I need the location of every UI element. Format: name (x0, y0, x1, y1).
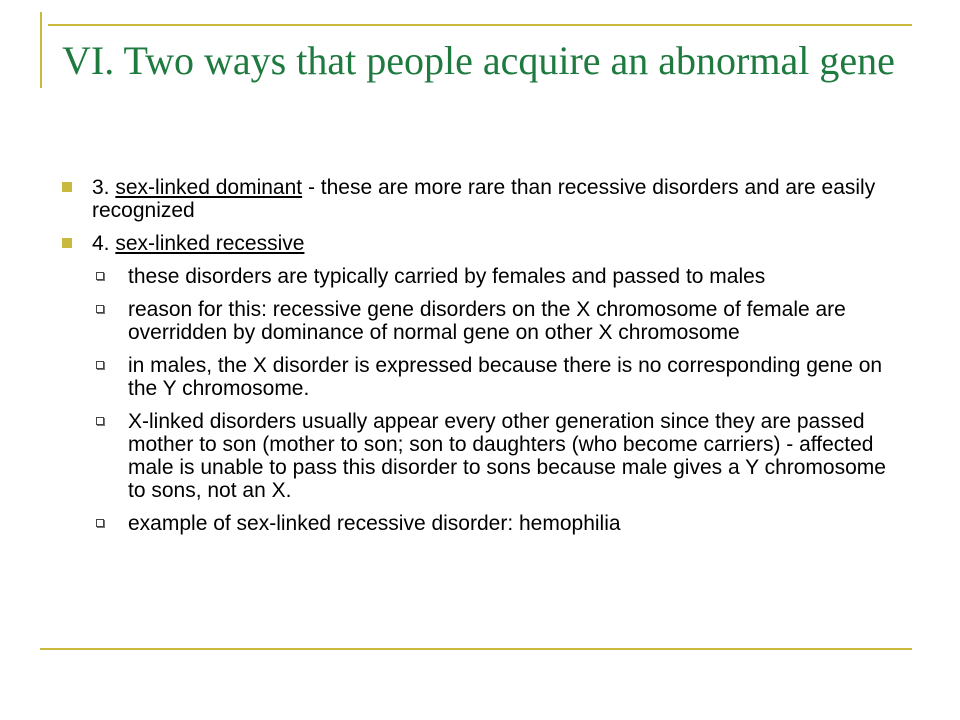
item-prefix: 4. (92, 232, 116, 255)
bullet-item (62, 176, 902, 222)
slide-body (62, 176, 902, 545)
item-text: - these are more rare than recessive disorders and are easily recognized (92, 176, 876, 222)
box-bullet-icon (96, 305, 104, 313)
sub-item-text: reason for this: recessive gene disorders on the X chromosome of female are overridden by dominance of normal gene on other X chromosome (128, 298, 846, 344)
sub-bullet-item (62, 512, 902, 535)
bottom-rule (40, 648, 912, 650)
sub-bullet-item (62, 298, 902, 344)
sub-bullet-item (62, 354, 902, 400)
sub-bullet-item (62, 265, 902, 288)
item-term: sex-linked dominant (115, 176, 303, 199)
box-bullet-icon (96, 519, 104, 527)
left-rule (40, 12, 42, 88)
item-prefix: 3. (92, 176, 116, 199)
top-rule (48, 24, 912, 26)
bullet-item (62, 232, 902, 255)
sub-item-text: X-linked disorders usually appear every other generation since they are passed mother to son (mother to son; son to daughters (who become carriers) - affected male is unable to pass this disorder to sons because male gives a Y chromosome to sons, not an X. (128, 410, 886, 502)
slide-title: VI. Two ways that people acquire an abnormal gene (62, 38, 895, 83)
sub-bullet-item (62, 410, 902, 502)
item-term: sex-linked recessive (115, 232, 305, 255)
sub-item-text: example of sex-linked recessive disorder: hemophilia (128, 512, 621, 535)
sub-item-text: these disorders are typically carried by females and passed to males (128, 265, 766, 288)
box-bullet-icon (96, 361, 104, 369)
square-bullet-icon (62, 238, 72, 248)
box-bullet-icon (96, 417, 104, 425)
sub-item-text: in males, the X disorder is expressed because there is no corresponding gene on the Y chromosome. (128, 354, 883, 400)
square-bullet-icon (62, 182, 72, 192)
box-bullet-icon (96, 272, 104, 280)
